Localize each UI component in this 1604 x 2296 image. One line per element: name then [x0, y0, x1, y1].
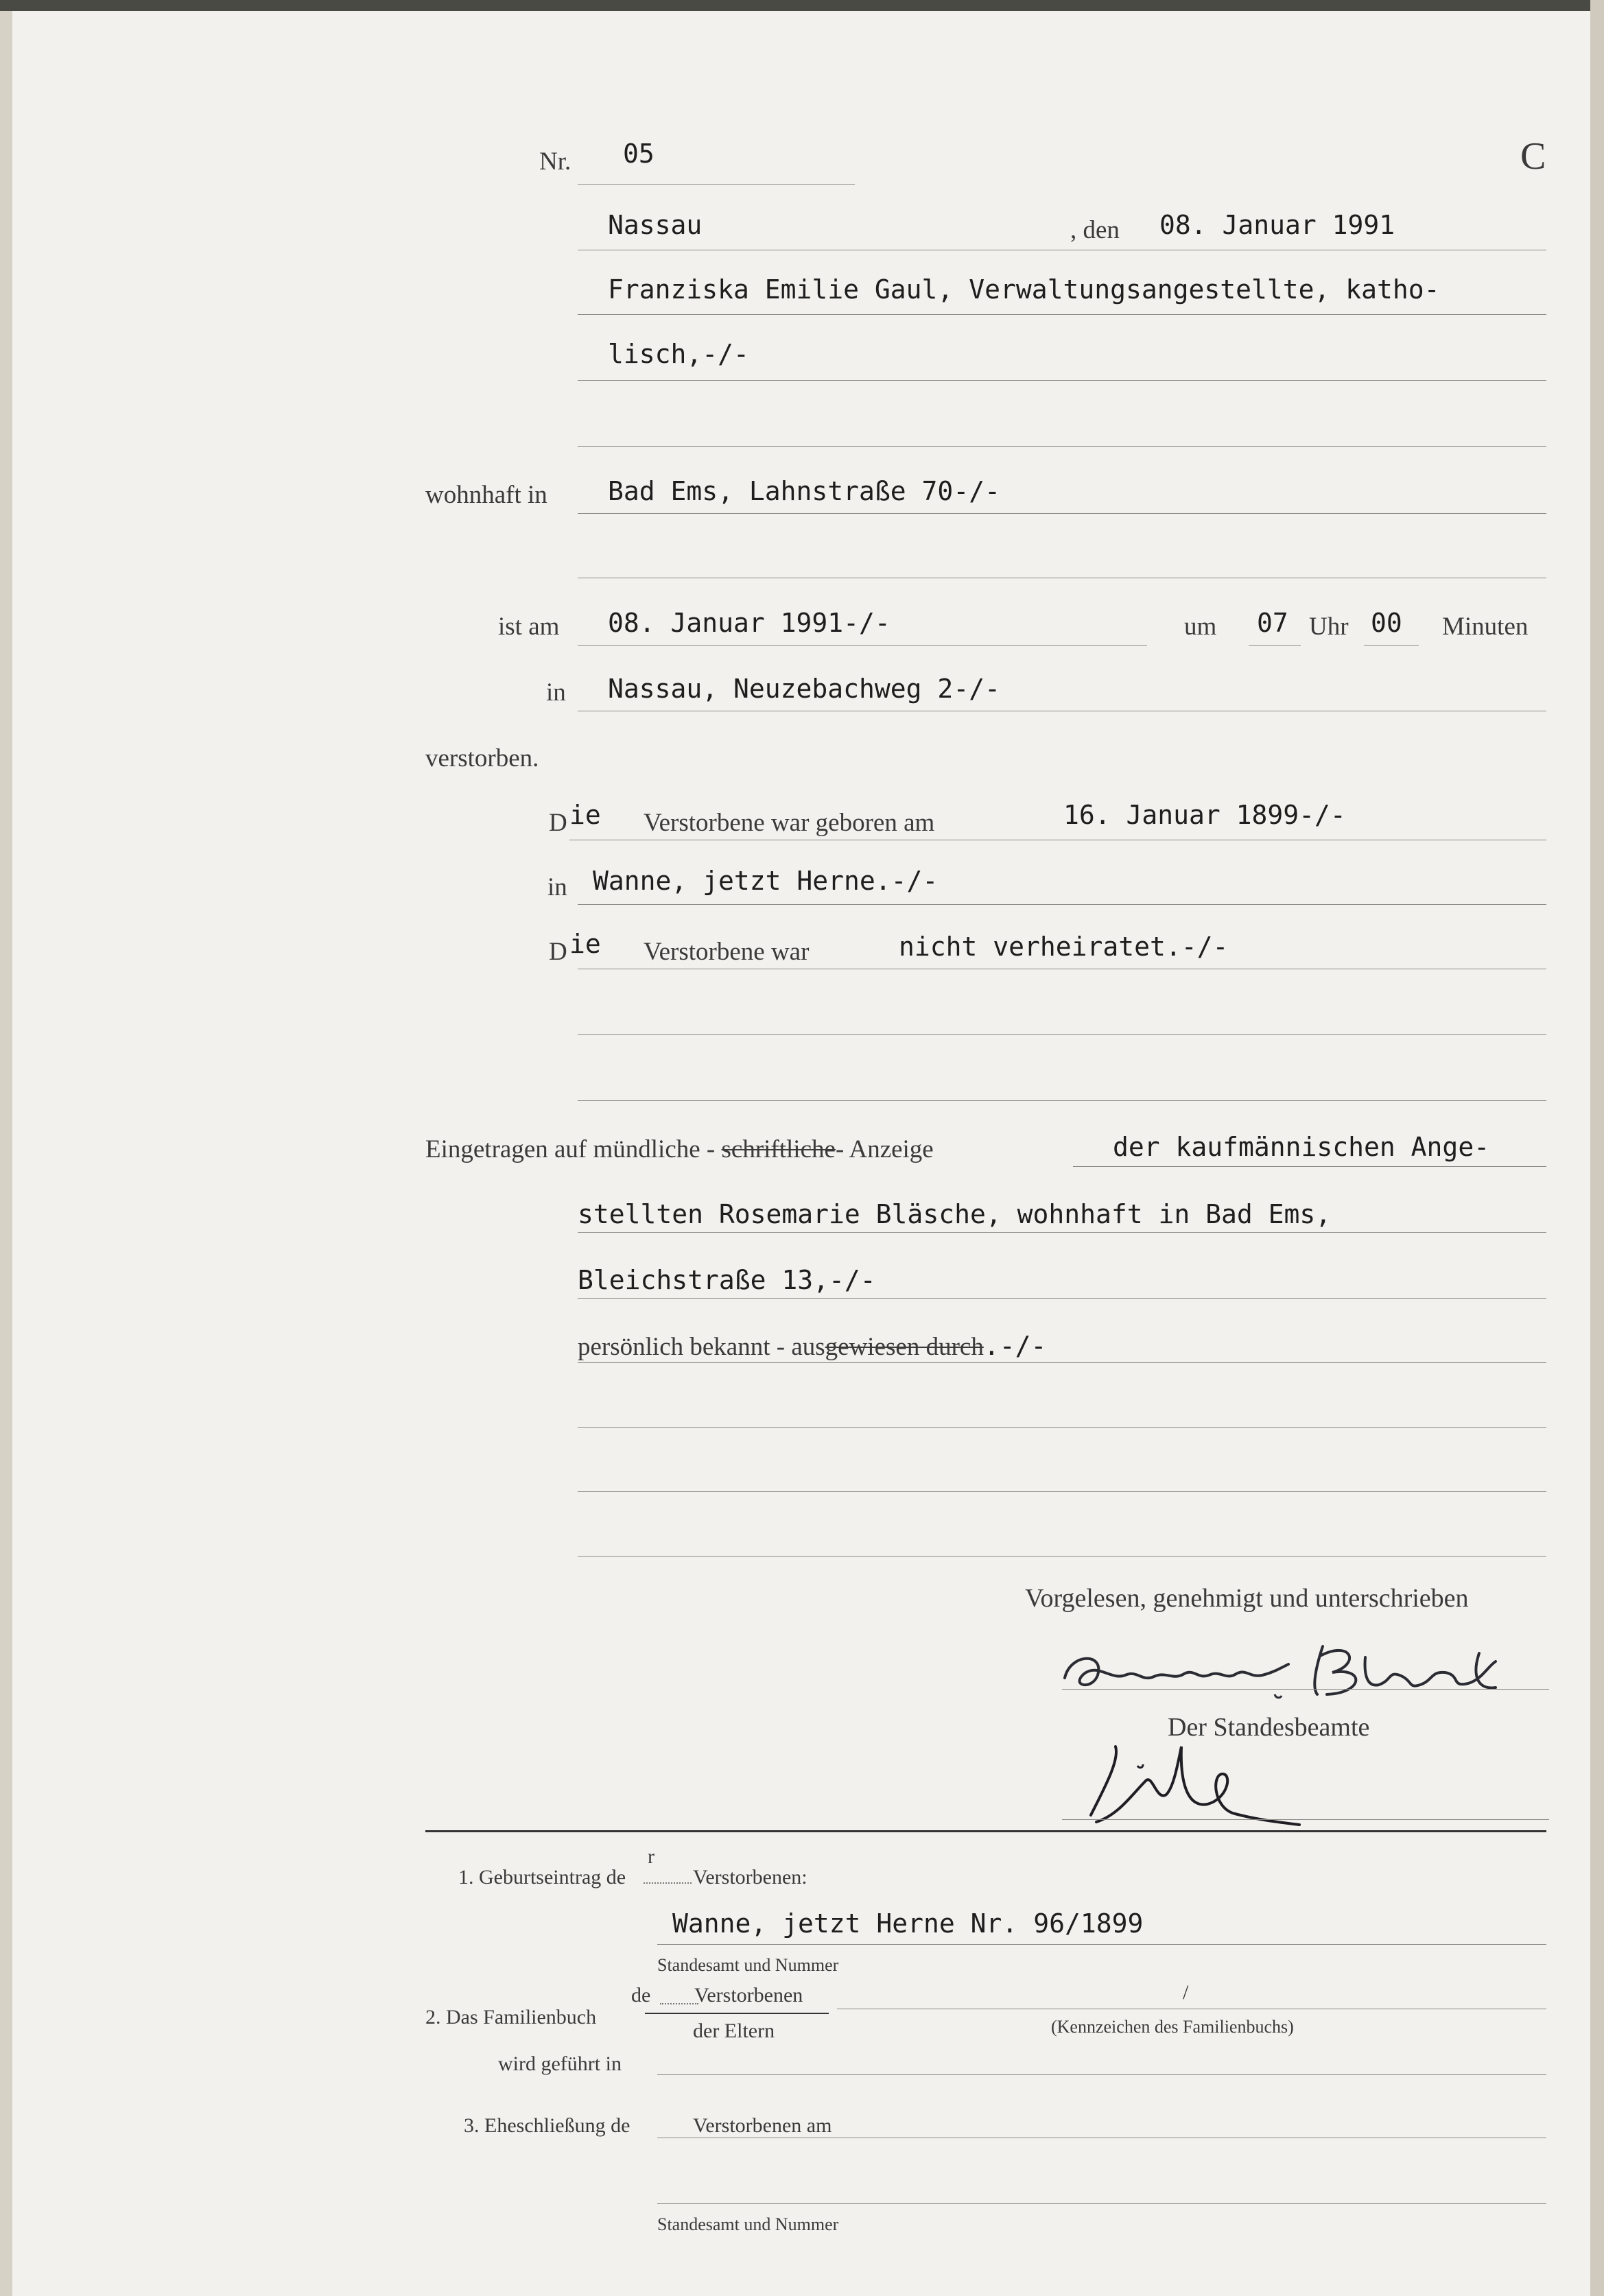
closing-text: Vorgelesen, genehmigt und unterschrieben [1025, 1584, 1469, 1613]
registration-label [425, 1135, 934, 1164]
footer-separator [425, 1830, 1546, 1832]
footer-item2-kennzeichen: (Kennzeichen des Familienbuchs) [1051, 2017, 1294, 2037]
person-line-1: Franziska Emilie Gaul, Verwaltungsangestellte, katho- [608, 274, 1440, 305]
registration-label-struck: schriftliche [721, 1135, 836, 1163]
known-struck: gewiesen durch [825, 1333, 984, 1361]
birth-die-prefix: D [549, 809, 567, 837]
footer-item2-gefuehrt-rule [657, 2074, 1546, 2075]
marital-value: nicht verheiratet.-/- [899, 932, 1229, 962]
scan-top-edge [0, 0, 1604, 11]
birth-place: Wanne, jetzt Herne.-/- [593, 866, 939, 896]
death-in-label: in [546, 678, 566, 707]
registration-rule-2 [578, 1232, 1546, 1233]
registrar-signature-rule [1062, 1819, 1549, 1820]
birth-date: 16. Januar 1899-/- [1063, 800, 1346, 830]
blank-rule-2 [578, 1491, 1546, 1492]
footer-item1-rule [657, 1944, 1546, 1945]
uhr-label: Uhr [1309, 613, 1349, 641]
footer-item2-dotted [660, 2003, 698, 2004]
death-date: 08. Januar 1991-/- [608, 608, 891, 638]
informant-signature-rule [1062, 1689, 1549, 1690]
residence-label: wohnhaft in [425, 481, 547, 509]
birth-die-suffix: ie [569, 800, 601, 830]
footer-item2-eltern: der Eltern [693, 2020, 775, 2042]
registration-line-3: Bleichstraße 13,-/- [578, 1265, 876, 1295]
known-prefix: persönlich bekannt - aus [578, 1333, 825, 1361]
footer-item2-verstorbenen: Verstorbenen [694, 1984, 803, 2007]
footer-item3-suffix: Verstorbenen am [693, 2114, 832, 2137]
registration-label-suffix: - Anzeige [835, 1135, 934, 1163]
footer-item3-label: 3. Eheschließung de [464, 2114, 630, 2137]
death-date-rule [578, 645, 1147, 646]
den-label: , den [1070, 216, 1120, 244]
registration-line-1: der kaufmännischen Ange- [1113, 1132, 1490, 1162]
residence-rule [578, 513, 1546, 514]
birth-in-label: in [547, 873, 567, 901]
nr-line [578, 184, 855, 185]
birth-label: Verstorbene war geboren am [644, 809, 935, 837]
date-value: 08. Januar 1991 [1159, 210, 1395, 240]
form-letter: C [1520, 135, 1546, 178]
death-hour: 07 [1257, 608, 1288, 638]
place-value: Nassau [608, 210, 703, 240]
person-line-1-rule [578, 314, 1546, 315]
person-line-3-rule [578, 446, 1546, 447]
registration-rule-1 [1073, 1166, 1546, 1167]
death-minute: 00 [1371, 608, 1402, 638]
footer-item1-label: 1. Geburtseintrag de [458, 1866, 626, 1889]
registration-rule-3 [578, 1298, 1546, 1299]
known-rule [578, 1362, 1546, 1363]
death-place: Nassau, Neuzebachweg 2-/- [608, 674, 1000, 704]
footer-standesamt-label-2: Standesamt und Nummer [657, 2214, 839, 2234]
footer-item1-value: Wanne, jetzt Herne Nr. 96/1899 [672, 1908, 1144, 1939]
footer-item1-dotted [644, 1882, 692, 1884]
minuten-label: Minuten [1442, 613, 1529, 641]
marital-rule-3 [578, 1100, 1546, 1101]
residence-value: Bad Ems, Lahnstraße 70-/- [608, 476, 1000, 506]
scan-right-edge [1590, 0, 1604, 2296]
death-hour-rule [1249, 645, 1301, 646]
footer-standesamt-label: Standesamt und Nummer [657, 1955, 839, 1975]
known-suffix: .-/- [983, 1331, 1047, 1361]
registration-line-2: stellten Rosemarie Bläsche, wohnhaft in Bad Ems, [578, 1199, 1332, 1229]
marital-die-prefix: D [549, 938, 567, 966]
um-label: um [1184, 613, 1217, 641]
nr-value: 05 [623, 139, 654, 169]
marital-rule-2 [578, 1034, 1546, 1035]
nr-label: Nr. [539, 147, 571, 176]
footer-item2-gefuehrt: wird geführt in [498, 2052, 622, 2075]
birth-place-rule [578, 904, 1546, 905]
verstorben-label: verstorben. [425, 744, 539, 772]
footer-item1-suffix: Verstorbenen: [693, 1866, 807, 1889]
marital-label: Verstorbene war [644, 938, 810, 966]
footer-item1-super: r [648, 1845, 654, 1868]
blank-rule-3 [578, 1556, 1546, 1557]
footer-item3-rule-2 [657, 2203, 1546, 2204]
marital-die-suffix: ie [569, 929, 601, 959]
person-line-2-rule [578, 380, 1546, 381]
registration-label-prefix: Eingetragen auf mündliche - [425, 1135, 716, 1163]
footer-item2-de: de [631, 1984, 651, 2007]
blank-rule-1 [578, 1427, 1546, 1428]
informant-signature [1057, 1633, 1509, 1715]
ist-am-label: ist am [498, 613, 560, 641]
registrar-signature [1070, 1733, 1304, 1836]
footer-item2-label: 2. Das Familienbuch [425, 2006, 597, 2028]
footer-item2-fraction-line [645, 2013, 829, 2014]
footer-item2-slash: / [1183, 1981, 1189, 2004]
registrar-label: Der Standesbeamte [1168, 1713, 1370, 1742]
person-line-2: lisch,-/- [608, 339, 749, 369]
death-minute-rule [1364, 645, 1419, 646]
known-line [578, 1331, 1046, 1362]
